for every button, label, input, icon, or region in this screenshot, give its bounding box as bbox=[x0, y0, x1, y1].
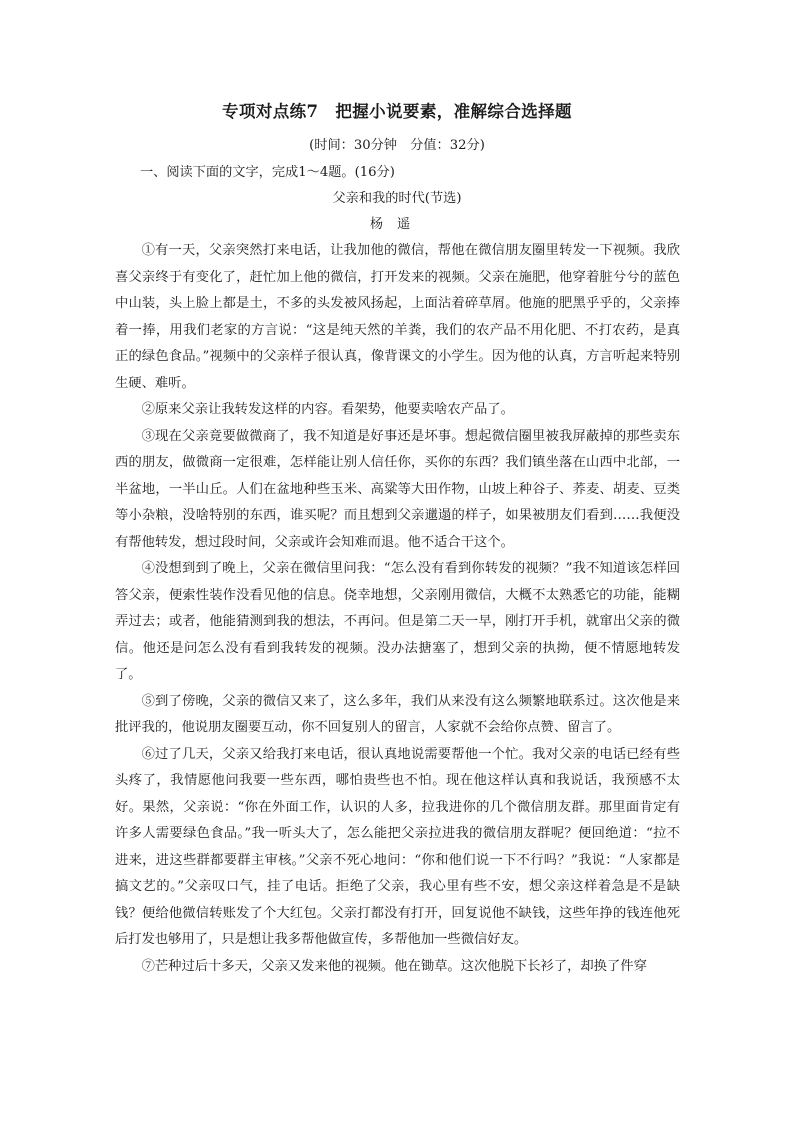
story-body bbox=[115, 238, 680, 980]
paragraph-5: ⑤到了傍晚，父亲的微信又来了，这么多年，我们从来没有这么频繁地联系过。这次他是来批评我的，他说朋友圈要互动，你不回复别人的留言，人家就不会给你点赞、留言了。 bbox=[115, 693, 680, 735]
document-title: 专项对点练7 把握小说要素，准解综合选择题 bbox=[222, 102, 572, 121]
story-title: 父亲和我的时代(节选) bbox=[332, 191, 462, 206]
paragraph-4: ④没想到到了晚上，父亲在微信里问我：“怎么没有看到你转发的视频？”我不知道该怎样回答父亲，便索性装作没看见他的信息。侥幸地想，父亲刚用微信，大概不太熟悉它的功能，能糊弄过去；或者，他能猜测到我的想法，不再问。但是第二天一早，刚打开手机，就窜出父亲的微信。他还是问怎么没有看到我转发的视频。没办法搪塞了，想到父亲的执拗，便不情愿地转发了。 bbox=[115, 561, 680, 682]
paragraph-3: ③现在父亲竟要做微商了，我不知道是好事还是坏事。想起微信圈里被我屏蔽掉的那些卖东西的朋友，做微商一定很难，怎样能让别人信任你，买你的东西？我们镇坐落在山西中北部，一半盆地，一半山丘。人们在盆地种些玉米、高粱等大田作物，山坡上种谷子、荞麦、胡麦、豆类等小杂粮，没啥特别的东西，谁买呢？而且想到父亲邋遢的样子，如果被朋友们看到……我便没有帮他转发，想过段时间，父亲或许会知难而退。他不适合干这个。 bbox=[115, 428, 680, 550]
question-instruction: 一、阅读下面的文字，完成1～4题。(16分) bbox=[140, 165, 395, 180]
paragraph-6: ⑥过了几天，父亲又给我打来电话，很认真地说需要帮他一个忙。我对父亲的电话已经有些头疼了，我情愿他问我要一些东西，哪怕贵些也不怕。现在他这样认真和我说话，我预感不太好。果然，父亲说：“你在外面工作，认识的人多，拉我进你的几个微信朋友群。那里面肯定有许多人需要绿色食品。”我一听头大了，怎么能把父亲拉进我的微信朋友群呢？便回绝道：“拉不进来，进这些群都要群主审核。”父亲不死心地问：“你和他们说一下不行吗？”我说：“人家都是搞文艺的。”父亲叹口气，挂了电话。拒绝了父亲，我心里有些不安，想父亲这样着急是不是缺钱？便给他微信转账发了个大红包。父亲打都没有打开，回复说他不缺钱，这些年挣的钱连他死后打发也够用了，只是想让我多帮他做宣传，多帮他加一些微信好友。 bbox=[115, 746, 680, 947]
paragraph-7: ⑦芒种过后十多天，父亲又发来他的视频。他在锄草。这次他脱下长衫了，却换了件穿 bbox=[141, 958, 647, 974]
time-score-info: (时间：30分钟 分值：32分) bbox=[309, 138, 485, 153]
story-author: 杨遥 bbox=[369, 217, 425, 232]
paragraph-1: ①有一天，父亲突然打来电话，让我加他的微信，帮他在微信朋友圈里转发一下视频。我欣喜父亲终于有变化了，赶忙加上他的微信，打开发来的视频。父亲在施肥，他穿着脏兮兮的蓝色中山装，头上脸上都是土，不多的头发被风扬起，上面沾着碎草屑。他施的肥黑乎乎的，父亲捧着一捧，用我们老家的方言说：“这是纯天然的羊粪，我们的农产品不用化肥、不打农药，是真正的绿色食品。”视频中的父亲样子很认真，像背课文的小学生。因为他的认真，方言听起来特别生硬、难听。 bbox=[115, 243, 680, 391]
paragraph-2: ②原来父亲让我转发这样的内容。看架势，他要卖啥农产品了。 bbox=[141, 402, 514, 417]
